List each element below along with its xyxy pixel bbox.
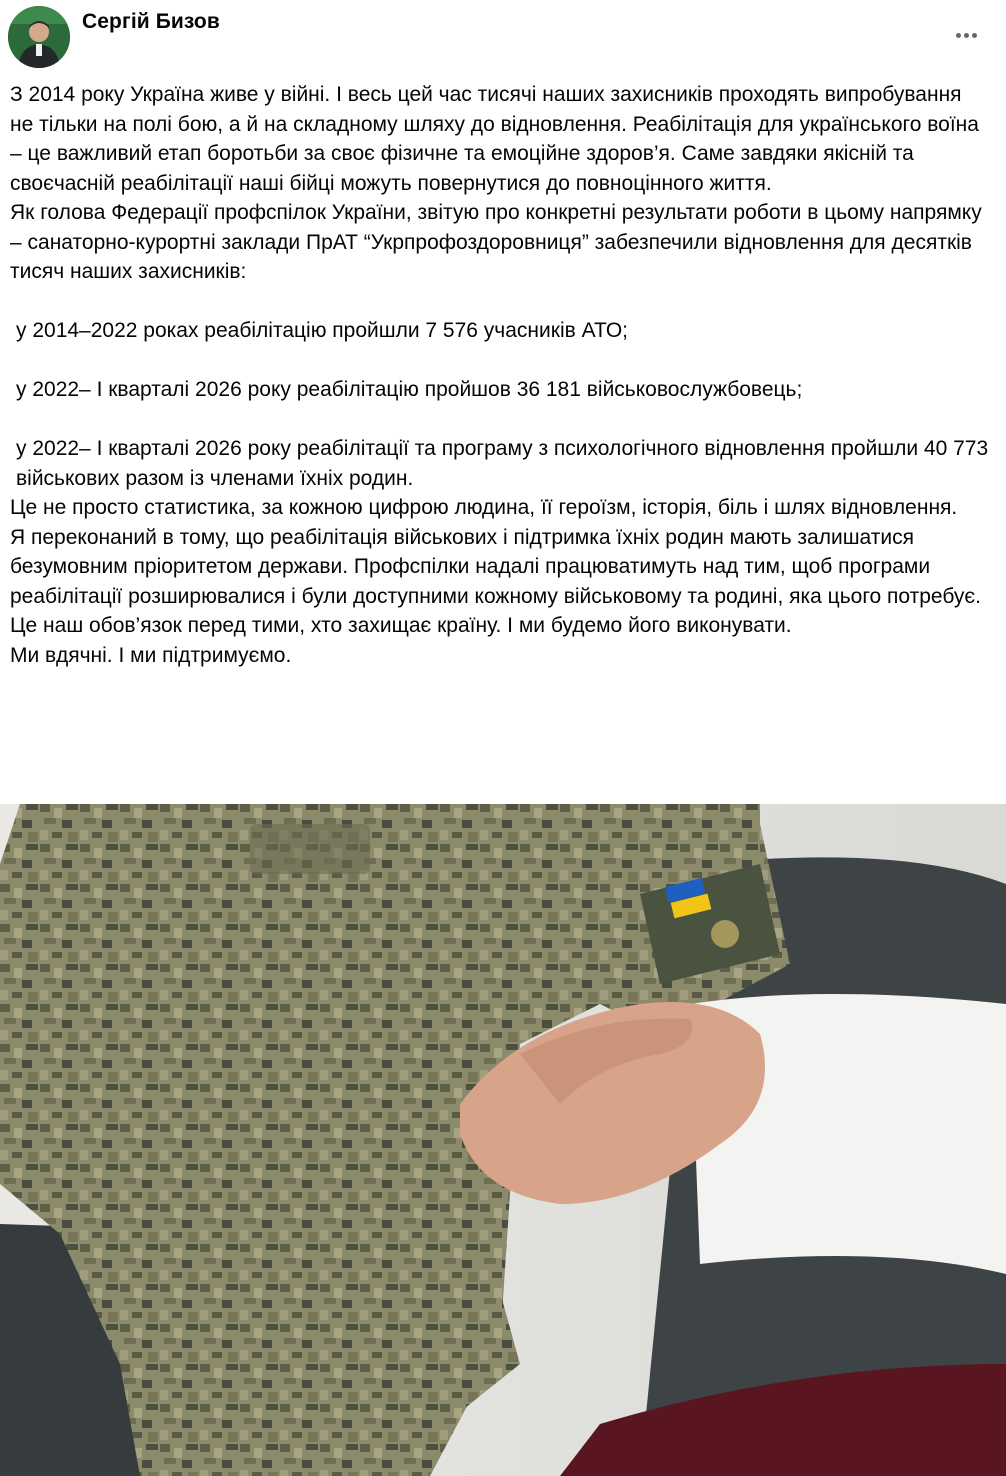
author-name[interactable]: Сергій Бизов — [82, 10, 220, 33]
post-text — [10, 80, 990, 670]
more-horizontal-icon — [954, 33, 978, 38]
paragraph-duty: Це наш обов’язок перед тими, хто захищає країну. І ми будемо його виконувати. — [10, 614, 792, 637]
stat-item-ato: у 2014–2022 роках реабілітацію пройшли 7 576 учасників АТО; — [16, 319, 629, 342]
post-header — [0, 0, 1006, 78]
paragraph-statistics: Це не просто статистика, за кожною цифрою людина, її героїзм, історія, біль і шлях відновлення. — [10, 496, 958, 519]
paragraph-report: Як голова Федерації профспілок України, звітую про конкретні результати роботи в цьому напрямку – санаторно-курортні заклади ПрАТ “Укрпрофоздоровниця” забезпечили відновлення для десятків тисяч наших захисників: — [10, 201, 982, 283]
more-options-button[interactable] — [948, 20, 984, 50]
paragraph-closing: Ми вдячні. І ми підтримуємо. — [10, 643, 292, 667]
stat-item-families: у 2022– І кварталі 2026 року реабілітації та програму з психологічного відновлення пройшли 40 773 військових разом із членами їхніх родин. — [16, 437, 989, 490]
soldier-holding-hands-image — [0, 804, 1006, 1476]
stat-item-servicemen: у 2022– І кварталі 2026 року реабілітацію пройшов 36 181 військовослужбовець; — [16, 378, 803, 401]
post-photo[interactable] — [0, 804, 1006, 1476]
paragraph-intro: З 2014 року Україна живе у війні. І весь цей час тисячі наших захисників проходять випробування не тільки на полі бою, а й на складному шляху до відновлення. Реабілітація для українського воїна – це важливий етап боротьби за своє фізичне та емоційне здоров’я. Саме завдяки якісній та своєчасній реабілітації наші бійці можуть повернутися до повноцінного життя. — [10, 83, 979, 195]
paragraph-priority: Я переконаний в тому, що реабілітація військових і підтримка їхніх родин мають залишатися безумовним пріоритетом держави. Профспілки надалі працюватимуть над тим, щоб програми реабілітації розширювалися і були доступними кожному військовому та родині, яка цього потребує. — [10, 525, 981, 608]
avatar-image — [8, 6, 70, 68]
author-avatar[interactable] — [8, 6, 70, 68]
